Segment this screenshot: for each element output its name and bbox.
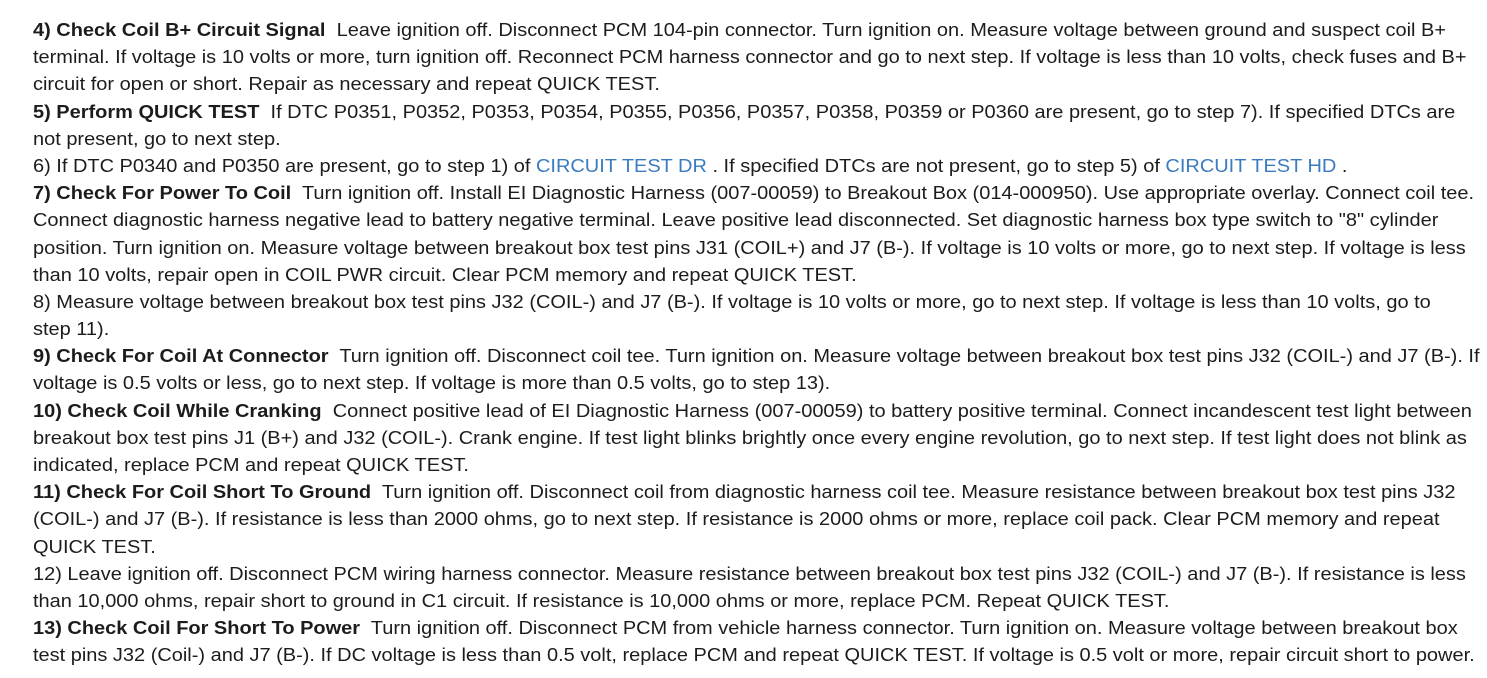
step-text: . If specified DTCs are not present, go to step 5) of <box>706 155 1166 176</box>
text-line <box>33 207 1480 234</box>
step-text: terminal. If voltage is 10 volts or more, turn ignition off. Reconnect PCM harness connector and go to next step. If voltage is less than 10 volts, check fuses and B+ <box>33 47 1467 68</box>
step-heading: 7) Check For Power To Coil <box>33 183 292 204</box>
step-13-paragraph <box>33 615 1475 669</box>
text-line <box>33 262 1480 289</box>
circuit-test-hd-link[interactable]: CIRCUIT TEST HD <box>1165 155 1337 176</box>
step-text: Turn ignition off. Disconnect PCM from vehicle harness connector. Turn ignition on. Measure voltage between breakout box <box>370 618 1458 639</box>
step-text: position. Turn ignition on. Measure voltage between breakout box test pins J31 (COIL+) and J7 (B-). If voltage is 10 volts or more, go to next step. If voltage is less <box>33 237 1466 258</box>
step-text: Connect positive lead of EI Diagnostic Harness (007-00059) to battery positive terminal. Connect incandescent test light between <box>332 400 1472 421</box>
step-11-paragraph <box>33 479 1456 561</box>
text-line <box>33 615 1480 642</box>
step-8-paragraph <box>33 289 1431 343</box>
step-text: test pins J32 (Coil-) and J7 (B-). If DC voltage is less than 0.5 volt, replace PCM and repeat QUICK TEST. If voltage is 0.5 volt or more, repair circuit short to power. <box>33 645 1475 666</box>
text-line <box>33 534 1480 561</box>
text-line <box>33 17 1480 44</box>
step-text: (COIL-) and J7 (B-). If resistance is less than 2000 ohms, go to next step. If resistance is 2000 ohms or more, replace coil pack. Clear PCM memory and repeat <box>33 509 1440 530</box>
step-9-paragraph <box>33 343 1480 397</box>
text-line <box>33 99 1480 126</box>
step-text: If DTC P0351, P0352, P0353, P0354, P0355, P0356, P0357, P0358, P0359 or P0360 are present, go to step 7). If specified DTCs are <box>270 101 1456 122</box>
text-line <box>33 398 1480 425</box>
text-line <box>33 425 1480 452</box>
step-text: Turn ignition off. Disconnect coil tee. Turn ignition on. Measure voltage between breakout box test pins J32 (COIL-) and J7 (B-). If <box>339 346 1480 367</box>
text-line <box>33 479 1480 506</box>
step-heading: 13) Check Coil For Short To Power <box>33 618 361 639</box>
step-text: indicated, replace PCM and repeat QUICK TEST. <box>33 455 469 475</box>
step-text: 12) Leave ignition off. Disconnect PCM wiring harness connector. Measure resistance between breakout box test pins J32 (COIL-) and J7 (B-). If resistance is less <box>33 563 1466 584</box>
step-heading: 4) Check Coil B+ Circuit Signal <box>33 20 326 40</box>
step-text: 6) If DTC P0340 and P0350 are present, go to step 1) of <box>33 155 536 176</box>
text-line <box>33 370 1480 397</box>
text-line <box>33 316 1480 343</box>
step-6-paragraph <box>33 153 1348 180</box>
step-text: than 10 volts, repair open in COIL PWR circuit. Clear PCM memory and repeat QUICK TEST. <box>33 264 857 285</box>
step-heading: 10) Check Coil While Cranking <box>33 400 322 421</box>
step-text: 8) Measure voltage between breakout box test pins J32 (COIL-) and J7 (B-). If voltage is 10 volts or more, go to next step. If voltage is less than 10 volts, go to <box>33 291 1431 312</box>
step-5-paragraph <box>33 99 1456 153</box>
step-text: step 11). <box>33 319 110 340</box>
text-line <box>33 506 1480 533</box>
step-4-paragraph <box>33 17 1467 99</box>
step-text: circuit for open or short. Repair as necessary and repeat QUICK TEST. <box>33 74 660 95</box>
step-7-paragraph <box>33 180 1475 289</box>
text-line <box>33 561 1480 588</box>
text-line <box>33 289 1480 316</box>
text-line <box>33 153 1480 180</box>
text-line <box>33 343 1480 370</box>
text-line <box>33 180 1480 207</box>
text-line <box>33 71 1480 98</box>
step-heading: 5) Perform QUICK TEST <box>33 101 260 122</box>
step-10-paragraph <box>33 398 1472 480</box>
circuit-test-dr-link[interactable]: CIRCUIT TEST DR <box>535 155 707 176</box>
step-heading: 11) Check For Coil Short To Ground <box>33 482 372 503</box>
step-text: QUICK TEST. <box>33 536 156 557</box>
step-heading: 9) Check For Coil At Connector <box>33 346 329 367</box>
step-text: . <box>1336 155 1348 176</box>
text-line <box>33 452 1480 479</box>
step-text: breakout box test pins J1 (B+) and J32 (COIL-). Crank engine. If test light blinks brightly once every engine revolution, go to next step. If test light does not blink as <box>33 427 1467 448</box>
text-line <box>33 44 1480 71</box>
step-text: not present, go to next step. <box>33 128 281 149</box>
text-line <box>33 642 1480 669</box>
step-text: than 10,000 ohms, repair short to ground in C1 circuit. If resistance is 10,000 ohms or more, replace PCM. Repeat QUICK TEST. <box>33 590 1170 611</box>
step-text: Turn ignition off. Install EI Diagnostic Harness (007-00059) to Breakout Box (014-000950). Use appropriate overlay. Connect coil tee. <box>301 183 1475 204</box>
document-body <box>33 17 1480 670</box>
step-text: voltage is 0.5 volts or less, go to next step. If voltage is more than 0.5 volts, go to step 13). <box>33 373 831 394</box>
step-text: Connect diagnostic harness negative lead to battery negative terminal. Leave positive lead disconnected. Set diagnostic harness box type switch to "8" cylinder <box>33 210 1439 231</box>
step-text: Leave ignition off. Disconnect PCM 104-pin connector. Turn ignition on. Measure voltage between ground and suspect coil B+ <box>336 20 1447 40</box>
step-text: Turn ignition off. Disconnect coil from diagnostic harness coil tee. Measure resistance between breakout box test pins J32 <box>381 482 1456 503</box>
text-line <box>33 588 1480 615</box>
step-12-paragraph <box>33 561 1466 615</box>
text-line <box>33 235 1480 262</box>
text-line <box>33 126 1480 153</box>
